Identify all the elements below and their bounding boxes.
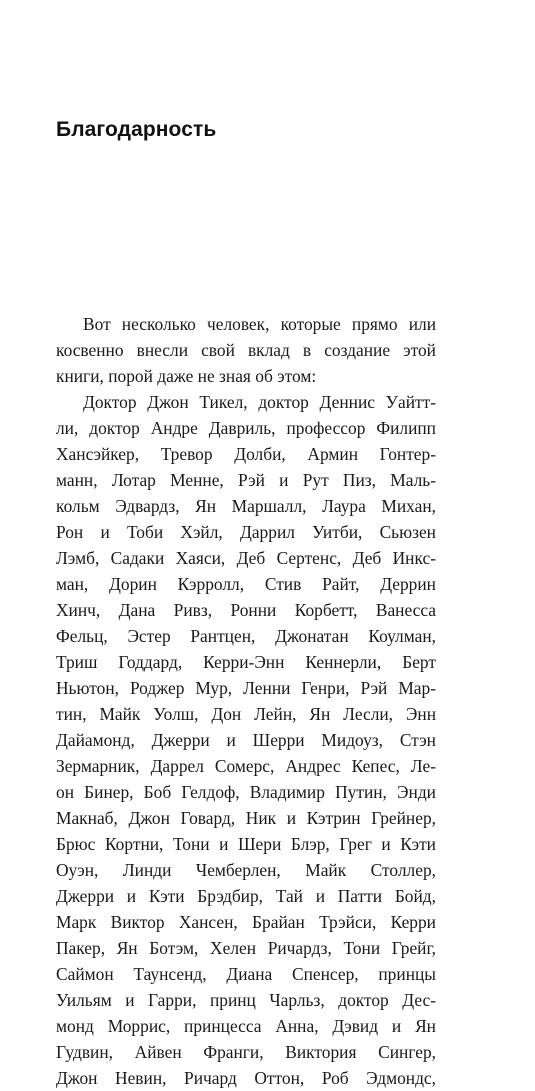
acknowledgements-text <box>56 311 436 1091</box>
text-line: книги, порой даже не зная об этом: <box>56 366 317 386</box>
text-line: Вот несколько человек, которые прямо или <box>83 314 436 334</box>
text-line: Доктор Джон Тикел, доктор Деннис Уайтт- <box>83 392 436 412</box>
page-title: Благодарность <box>56 118 217 141</box>
text-line: Брюс Кортни, Тони и Шери Блэр, Грег и Кэти <box>56 834 436 854</box>
text-line: Ньютон, Роджер Мур, Ленни Генри, Рэй Мар- <box>56 678 436 698</box>
text-line: Саймон Таунсенд, Диана Спенсер, принцы <box>56 964 436 984</box>
text-line: Рон и Тоби Хэйл, Даррил Уитби, Сьюзен <box>56 522 436 542</box>
text-line: Уильям и Гарри, принц Чарльз, доктор Дес- <box>56 990 436 1010</box>
text-line: Марк Виктор Хансен, Брайан Трэйси, Керри <box>56 912 436 932</box>
text-line: Джон Невин, Ричард Оттон, Роб Эдмондс, <box>56 1068 436 1088</box>
text-line: Лэмб, Садаки Хаяси, Деб Сертенс, Деб Инкс- <box>56 548 436 568</box>
text-line: ли, доктор Андре Давриль, профессор Филипп <box>56 418 436 438</box>
text-line: Хинч, Дана Ривз, Ронни Корбетт, Ванесса <box>56 600 436 620</box>
text-line: Пакер, Ян Ботэм, Хелен Ричардз, Тони Грейг, <box>56 938 436 958</box>
text-line: Фельц, Эстер Рантцен, Джонатан Коулман, <box>56 626 436 646</box>
text-line: Хансэйкер, Тревор Долби, Армин Гонтер- <box>56 444 436 464</box>
text-line: косвенно внесли свой вклад в создание этой <box>56 340 436 360</box>
text-line: монд Моррис, принцесса Анна, Дэвид и Ян <box>56 1016 436 1036</box>
text-line: Триш Годдард, Керри-Энн Кеннерли, Берт <box>56 652 436 672</box>
text-line: кольм Эдвардз, Ян Маршалл, Лаура Михан, <box>56 496 436 516</box>
text-line: Джерри и Кэти Брэдбир, Тай и Патти Бойд, <box>56 886 436 906</box>
text-line: Дайамонд, Джерри и Шерри Мидоуз, Стэн <box>56 730 436 750</box>
text-line: Макнаб, Джон Говард, Ник и Кэтрин Грейнер, <box>56 808 436 828</box>
text-line: ман, Дорин Кэрролл, Стив Райт, Деррин <box>56 574 436 594</box>
text-line: Зермарник, Даррел Сомерс, Андрес Кепес, Ле- <box>56 756 436 776</box>
text-line: тин, Майк Уолш, Дон Лейн, Ян Лесли, Энн <box>56 704 436 724</box>
text-line: манн, Лотар Менне, Рэй и Рут Пиз, Маль- <box>56 470 436 490</box>
text-line: он Бинер, Боб Гелдоф, Владимир Путин, Энди <box>56 782 436 802</box>
text-line: Гудвин, Айвен Франги, Виктория Сингер, <box>56 1042 436 1062</box>
text-line: Оуэн, Линди Чемберлен, Майк Столлер, <box>56 860 436 880</box>
